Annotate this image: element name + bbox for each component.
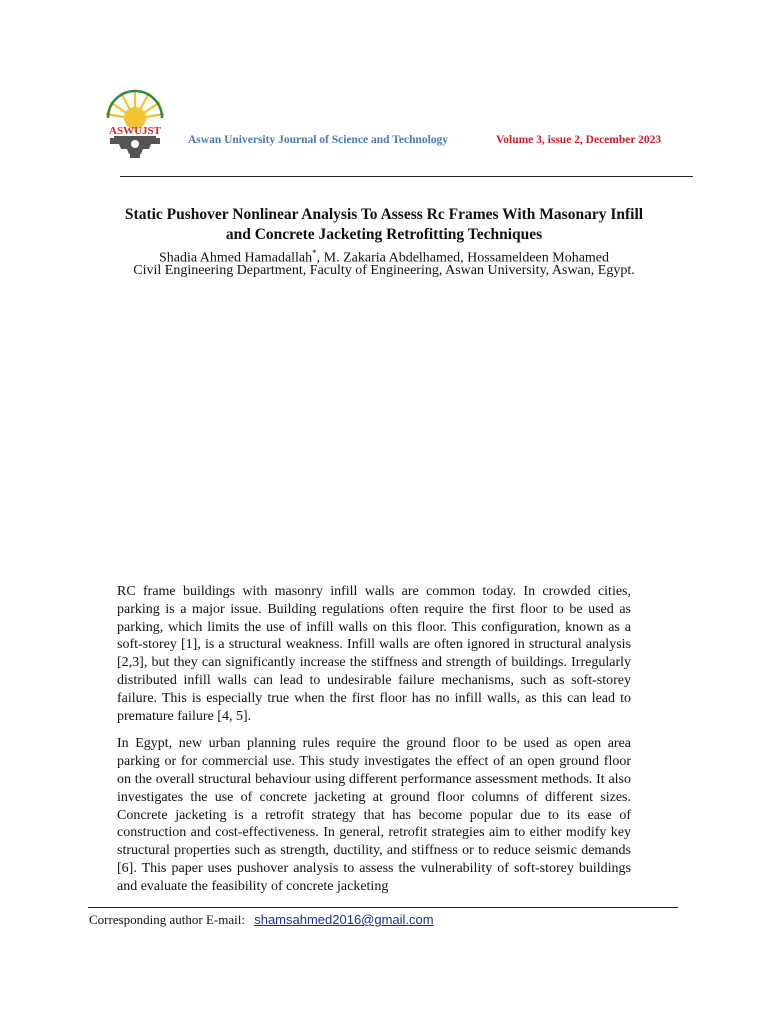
logo-text: ASWUJST (109, 125, 161, 137)
title-line-1: Static Pushover Nonlinear Analysis To Assess Rc Frames With Masonary Infill (124, 206, 644, 223)
article-title (80, 205, 688, 245)
footnote-divider (88, 907, 678, 908)
volume-issue: Volume 3, issue 2, December 2023 (496, 134, 662, 146)
journal-name: Aswan University Journal of Science and Technology (188, 134, 449, 146)
corresponding-author-note (89, 912, 434, 928)
author-1: Shadia Ahmed Hamadallah (158, 250, 313, 266)
title-line-2: and Concrete Jacketing Retrofitting Techniques (225, 226, 543, 243)
paragraph-2: In Egypt, new urban planning rules require the ground floor to be used as open area parking or for commercial use. This study investigates the effect of an open ground floor on the overall structural behaviour using different performance assessment methods. It also investigates the use of concrete jacketing at ground floor columns of different sizes. Concrete jacketing is a retrofit strategy that has become popular due to its ease of construction and cost-effectiveness. In general, retrofit strategies aim to either modify key structural properties such as strength, ductility, and stiffness or to reduce seismic demands [6]. This paper uses pushover analysis to assess the vulnerability of soft-storey buildings and evaluate the feasibility of concrete jacketing (117, 736, 631, 894)
paragraph-1: RC frame buildings with masonry infill walls are common today. In crowded cities, parking is a major issue. Building regulations often require the first floor to be used as parking, which limits the use of infill walls on this floor. This configuration, known as a soft-storey [1], is a structural weakness. Infill walls are often ignored in structural analysis [2,3], but they can significantly increase the stiffness and strength of buildings. Irregularly distributed infill walls can lead to undesirable failure mechanisms, such as soft-storey failure. This is especially true when the first floor has no infill walls, as this can lead to premature failure [4, 5]. (117, 584, 631, 724)
email-label: Corresponding author E-mail: (89, 912, 245, 927)
corresponding-mark: * (312, 248, 317, 258)
email-link[interactable]: shamsahmed2016@gmail.com (254, 912, 434, 927)
header-divider (120, 176, 693, 177)
journal-logo (100, 84, 170, 162)
other-authors: , M. Zakaria Abdelhamed, Hossameldeen Mohamed (316, 250, 610, 266)
affiliation: Civil Engineering Department, Faculty of Engineering, Aswan University, Aswan, Egypt. (133, 263, 635, 278)
body-text (117, 583, 631, 906)
